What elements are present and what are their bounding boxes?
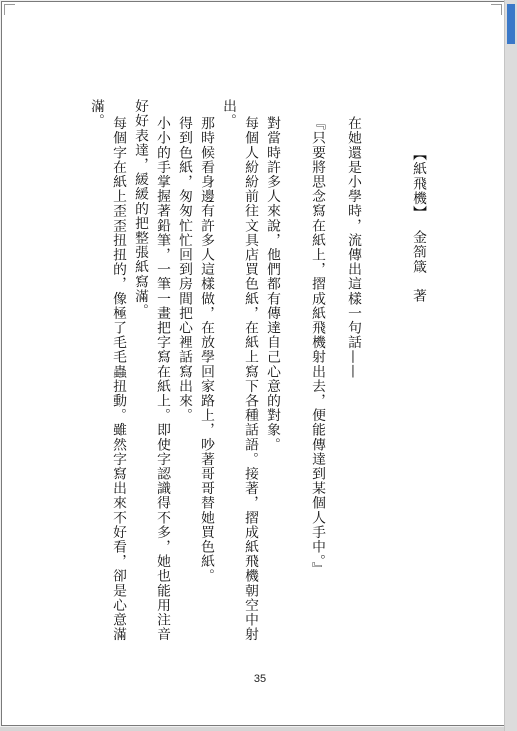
vertical-scrollbar[interactable]: [504, 0, 517, 731]
document-page: [1, 1, 505, 726]
text-line-5: 出。: [220, 99, 236, 129]
text-line-3: 對當時許多人來說，他們都有傳達自己心意的對象。: [264, 116, 280, 452]
text-line-7: 得到色紙，匆匆忙忙回到房間把心裡話寫出來。: [176, 116, 192, 423]
story-author: 金箚箴 著: [410, 230, 426, 303]
text-line-8: 小小的手掌握著鉛筆，一筆一畫把字寫在紙上。即使字認識得不多，她也能用注音: [154, 116, 170, 642]
page-shadow: [0, 727, 505, 731]
text-line-10: 每個字在紙上歪歪扭扭的，像極了毛毛蟲扭動。雖然字寫出來不好看，卻是心意滿: [110, 116, 126, 642]
page-number: 35: [253, 673, 267, 685]
text-line-4: 每個人紛紛前往文具店買色紙，在紙上寫下各種話語。接著，摺成紙飛機朝空中射: [242, 116, 258, 642]
text-line-11: 滿。: [88, 99, 104, 129]
text-line-2: 『只要將思念寫在紙上，摺成紙飛機射出去，便能傳達到某個人手中。』: [309, 116, 325, 577]
page-corner-mark: [4, 4, 15, 15]
scrollbar-thumb[interactable]: [507, 4, 515, 44]
story-title: 【紙飛機】: [410, 147, 426, 220]
text-line-9: 好好表達，緩緩的把整張紙寫滿。: [132, 99, 148, 318]
text-line-1: 在她還是小學時，流傳出這樣一句話——: [345, 116, 361, 379]
text-line-6: 那時候看身邊有許多人這樣做，在放學回家路上，吵著哥哥替她買色紙。: [198, 116, 214, 584]
page-corner-mark: [491, 4, 502, 15]
